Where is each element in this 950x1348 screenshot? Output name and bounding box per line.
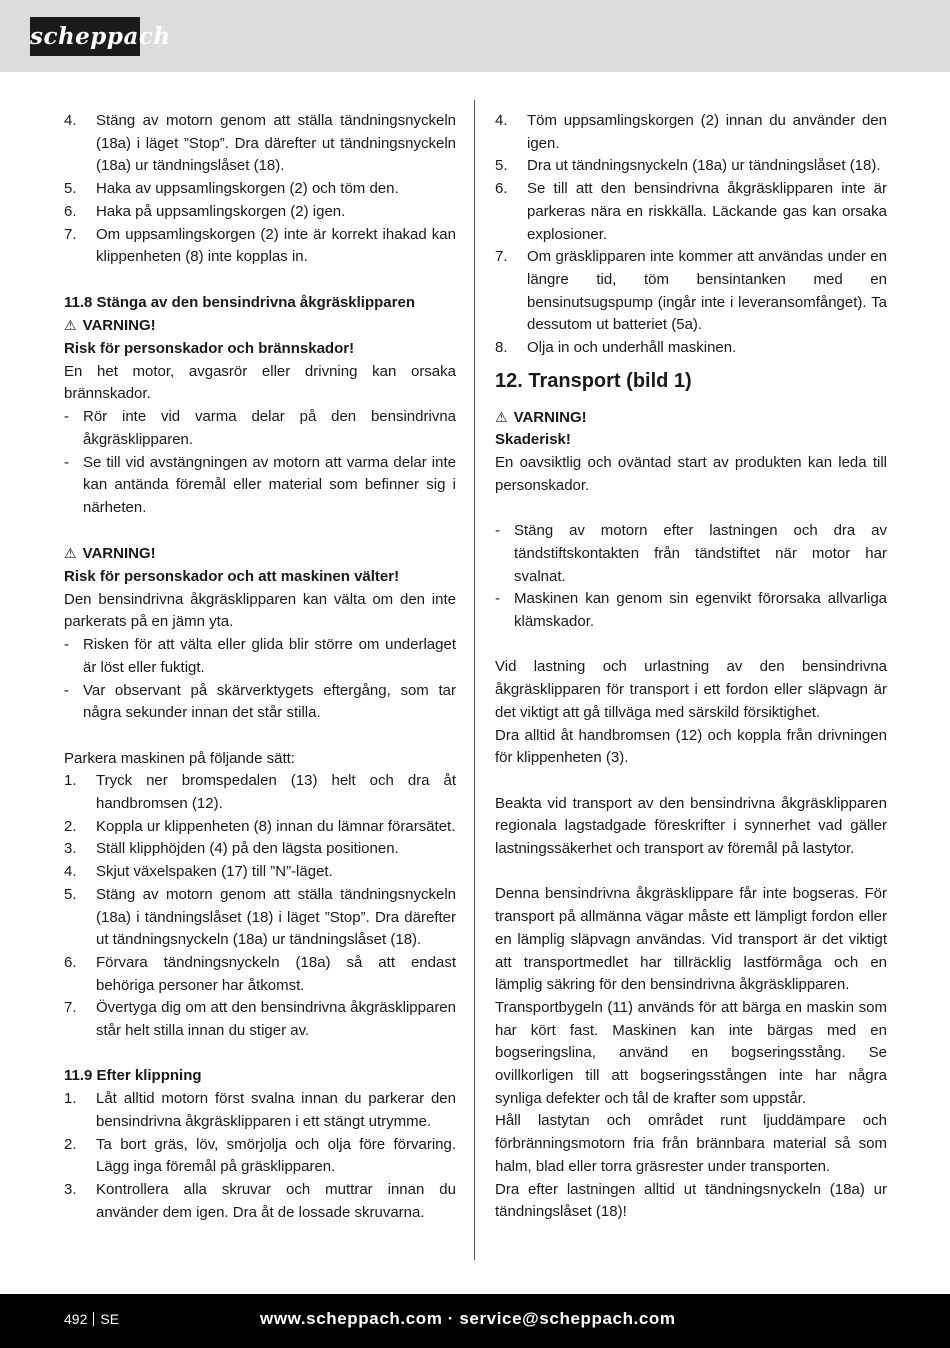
section-12-title: 12. Transport (bild 1): [495, 369, 692, 392]
item-text: Rör inte vid varma delar på den bensindrivna åkgräsklipparen.: [83, 408, 456, 448]
dash-marker: -: [64, 681, 69, 699]
warning-triangle-icon: ⚠: [495, 408, 508, 425]
bullet-item: [64, 634, 456, 679]
contact-line[interactable]: www.scheppach.com · service@scheppach.com: [260, 1309, 676, 1328]
dash-marker: -: [495, 522, 500, 540]
item-text: Se till vid avstängningen av motorn att varma delar inte kan antända föremål eller material som befinner sig i närheten.: [83, 453, 456, 516]
scheppach-logo: scheppach: [30, 17, 140, 56]
paragraph: Vid lastning och urlastning av den bensindrivna åkgräsklipparen för transport i ett fordon eller släpvagn är det viktigt att gå tillväga med särskild försiktighet.: [495, 658, 887, 721]
item-text: Stäng av motorn genom att ställa tändningsnyckeln (18a) i läget ”Stop”. Dra därefter ut tändningsnyckeln (18a) ur tändningslåset (18).: [96, 112, 456, 175]
warning-title: Skaderisk!: [495, 431, 571, 449]
park-steps-list: [64, 770, 456, 1042]
park-step-item: [64, 997, 456, 1042]
list-b-item: [495, 337, 887, 360]
warning-list: [64, 406, 456, 520]
item-number: 5.: [64, 180, 77, 198]
list-a-item: [64, 201, 456, 224]
item-text: Om gräsklipparen inte kommer att användas under en längre tid, töm bensintanken med en bensinutsugspump (ingår inte i leveransomfånget). Ta dessutom ut batteriet (5a).: [527, 248, 887, 334]
item-text: Haka av uppsamlingskorgen (2) och töm den.: [96, 180, 399, 198]
list-b-item: [495, 110, 887, 155]
warning-list: [495, 520, 887, 634]
paragraph: Beakta vid transport av den bensindrivna åkgräsklipparen regionala lagstadgade föreskrifter i synnerhet vad gäller lastningssäkerhet och transport av föremål på lastytor.: [495, 794, 887, 858]
dash-marker: -: [64, 408, 69, 426]
dash-marker: -: [64, 636, 69, 654]
after-step-item: [64, 1179, 456, 1224]
park-step-item: [64, 861, 456, 884]
numbered-list-b: [495, 110, 887, 360]
item-number: 3.: [64, 840, 77, 858]
right-column: [495, 110, 887, 1224]
item-text: Var observant på skärverktygets eftergång, som tar några sekunder innan det står stilla.: [83, 681, 456, 722]
item-number: 7.: [64, 999, 77, 1017]
park-intro: Parkera maskinen på följande sätt:: [64, 749, 295, 767]
warning-label: ⚠ VARNING!: [64, 542, 456, 566]
item-number: 1.: [64, 772, 77, 790]
warning-label: ⚠ VARNING!: [495, 406, 887, 430]
item-number: 8.: [495, 339, 508, 357]
section-11-9-title: 11.9 Efter klippning: [64, 1067, 202, 1085]
item-number: 5.: [495, 157, 508, 175]
warning-label: ⚠ VARNING!: [64, 314, 456, 338]
item-number: 2.: [64, 817, 77, 835]
bullet-item: [64, 452, 456, 520]
list-b-item: [495, 178, 887, 246]
item-text: Om uppsamlingskorgen (2) inte är korrekt ihakad kan klippenheten (8) inte kopplas in.: [96, 225, 456, 266]
warning-title: Risk för personskador och att maskinen välter!: [64, 568, 400, 586]
park-step-item: [64, 884, 456, 952]
item-number: 3.: [64, 1180, 77, 1198]
item-number: 7.: [495, 248, 508, 266]
dash-marker: -: [495, 590, 500, 608]
bullet-item: [495, 520, 887, 588]
warning-triangle-icon: ⚠: [64, 545, 77, 562]
warning-text: Den bensindrivna åkgräsklipparen kan välta om den inte parkerats på en jämn yta.: [64, 590, 456, 631]
bullet-item: [495, 588, 887, 633]
item-text: Risken för att välta eller glida blir större om underlaget är löst eller fuktigt.: [83, 636, 456, 676]
item-text: Ta bort gräs, löv, smörjolja och olja före förvaring. Lägg inga föremål på gräsklipparen.: [96, 1135, 456, 1176]
item-number: 4.: [495, 112, 508, 129]
list-a-item: [64, 178, 456, 201]
after-mowing-list: [64, 1088, 456, 1224]
item-text: Skjut växelspaken (17) till ”N”-läget.: [96, 863, 333, 881]
dash-marker: -: [64, 453, 69, 471]
item-number: 4.: [64, 112, 77, 129]
item-text: Låt alltid motorn först svalna innan du parkerar den bensindrivna åkgräsklipparen i ett stängt utrymme.: [96, 1090, 456, 1130]
item-text: Koppla ur klippenheten (8) innan du lämnar förarsätet.: [96, 817, 456, 835]
paragraph: Dra efter lastningen alltid ut tändningsnyckeln (18a) ur tändningslåset (18)!: [495, 1180, 887, 1221]
item-text: Stäng av motorn efter lastningen och dra av tändstiftskontakten från tändstiftet när motor har svalnat.: [514, 522, 887, 585]
park-step-item: [64, 770, 456, 815]
warning-list: [64, 634, 456, 725]
list-a-item: [64, 110, 456, 178]
language-code: SE: [100, 1311, 120, 1327]
paragraph: Dra alltid åt handbromsen (12) och koppla från drivningen för klippenheten (3).: [495, 726, 887, 767]
item-number: 6.: [64, 953, 77, 971]
paragraph: Håll lastytan och området runt ljuddämpare och förbränningsmotorn fria från brännbara material så som halm, blad eller torra gräsrester under transporten.: [495, 1112, 887, 1175]
warning-triangle-icon: ⚠: [64, 317, 77, 334]
item-text: Ställ klipphöjden (4) på den lägsta positionen.: [96, 840, 399, 858]
item-text: Töm uppsamlingskorgen (2) innan du använder den igen.: [527, 112, 887, 152]
warning-title: Risk för personskador och brännskador!: [64, 340, 355, 358]
header-bar: [0, 0, 950, 72]
paragraph: Denna bensindrivna åkgräsklippare får inte bogseras. För transport på allmänna vägar måste ett lämpligt fordon eller en lämplig släpvagn användas. Vid transport är det viktigt att transportmedlet har tillräcklig lastförmåga och en lämplig säkring för den bensindrivna åkgräsklipparen.: [495, 885, 887, 994]
bullet-item: [64, 680, 456, 725]
list-b-item: [495, 246, 887, 337]
page-number: 492 SE: [64, 1311, 120, 1327]
item-text: Stäng av motorn genom att ställa tändningsnyckeln (18a) i tändningslåset (18) i läget ”Stop”. Dra därefter ut tändningsnyckeln (18a) ur tändningslåset (18).: [96, 885, 456, 949]
item-text: Övertyga dig om att den bensindrivna åkgräsklipparen står helt stilla innan du stiger av.: [96, 999, 456, 1040]
park-step-item: [64, 816, 456, 839]
column-divider: [474, 100, 475, 1260]
item-number: 6.: [64, 202, 77, 220]
park-step-item: [64, 838, 456, 861]
item-text: Se till att den bensindrivna åkgräsklipparen inte är parkeras nära en riskkälla. Läckande gas kan orsaka explosioner.: [527, 180, 887, 243]
item-number: 1.: [64, 1090, 77, 1108]
section-11-8-title: 11.8 Stänga av den bensindrivna åkgräsklipparen: [64, 293, 415, 311]
numbered-list-a: [64, 110, 456, 269]
bullet-item: [64, 406, 456, 451]
left-column: [64, 110, 456, 1224]
item-text: Dra ut tändningsnyckeln (18a) ur tändningslåset (18).: [527, 157, 881, 175]
item-text: Olja in och underhåll maskinen.: [527, 339, 737, 357]
park-step-item: [64, 952, 456, 997]
paragraph: Transportbygeln (11) används för att bärga en maskin som har kört fast. Maskinen kan inte bärgas med en bogseringslina, använd en bogseringsstång. Se ovillkorligen till att bogseringsstången inte har några synliga defekter och tål de krafter som uppstår.: [495, 998, 887, 1107]
item-number: 2.: [64, 1135, 77, 1153]
warning-text: En oavsiktlig och oväntad start av produkten kan leda till personskador.: [495, 454, 887, 494]
warning-text: En het motor, avgasrör eller drivning kan orsaka brännskador.: [64, 362, 456, 403]
after-step-item: [64, 1134, 456, 1179]
list-b-item: [495, 155, 887, 178]
item-number: 5.: [64, 885, 77, 903]
item-number: 7.: [64, 225, 77, 243]
list-a-item: [64, 224, 456, 269]
item-text: Tryck ner bromspedalen (13) helt och dra åt handbromsen (12).: [96, 772, 456, 813]
footer-bar: [0, 1294, 950, 1348]
after-step-item: [64, 1088, 456, 1133]
item-text: Maskinen kan genom sin egenvikt förorsaka allvarliga klämskador.: [514, 590, 887, 631]
item-number: 4.: [64, 863, 77, 881]
item-text: Kontrollera alla skruvar och muttrar innan du använder dem igen. Dra åt de lossade skruvarna.: [96, 1180, 456, 1221]
item-number: 6.: [495, 180, 508, 198]
item-text: Förvara tändningsnyckeln (18a) så att endast behöriga personer har åtkomst.: [96, 953, 456, 994]
item-text: Haka på uppsamlingskorgen (2) igen.: [96, 202, 346, 220]
